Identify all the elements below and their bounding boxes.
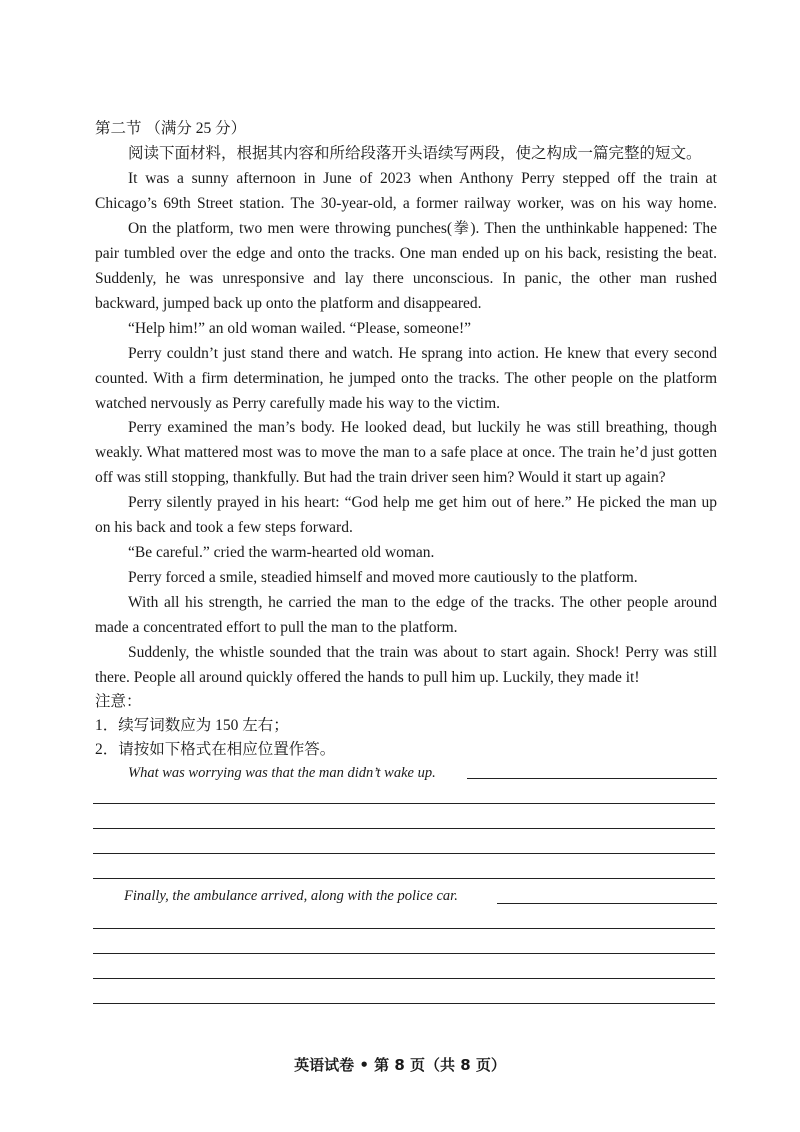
passage-line: Perry couldn’t just stand there and watch. He sprang into action. He knew that every second	[128, 345, 717, 362]
passage-line: With all his strength, he carried the man to the edge of the tracks. The other people around	[128, 594, 717, 611]
writing-line[interactable]	[93, 853, 715, 854]
writing-line[interactable]	[93, 978, 715, 979]
note-item: 2．请按如下格式在相应位置作答。	[95, 741, 336, 758]
passage-line: pair tumbled over the edge and onto the tracks. One man ended up on his back, resisting the beat.	[95, 245, 717, 262]
passage-line: On the platform, two men were throwing punches(拳). Then the unthinkable happened: The	[128, 220, 717, 237]
writing-line[interactable]	[93, 953, 715, 954]
second-paragraph-opener: Finally, the ambulance arrived, along with the police car.	[124, 888, 458, 904]
passage-line: Suddenly, he was unresponsive and lay there unconscious. In panic, the other man rushed	[95, 270, 717, 287]
writing-line[interactable]	[93, 803, 715, 804]
writing-line[interactable]	[93, 928, 715, 929]
first-paragraph-opener: What was worrying was that the man didn’t wake up.	[128, 765, 436, 781]
passage-line: It was a sunny afternoon in June of 2023 when Anthony Perry stepped off the train at	[128, 170, 717, 187]
passage-line: Suddenly, the whistle sounded that the train was about to start again. Shock! Perry was still	[128, 644, 717, 661]
notes-heading: 注意：	[95, 693, 142, 710]
writing-line[interactable]	[93, 828, 715, 829]
passage-line: off was still stopping, thankfully. But had the train driver seen him? Would it start up again?	[95, 469, 666, 486]
instruction-text: 阅读下面材料，根据其内容和所给段落开头语续写两段，使之构成一篇完整的短文。	[128, 145, 702, 162]
passage-line: “Help him!” an old woman wailed. “Please, someone!”	[128, 320, 472, 337]
passage-line: “Be careful.” cried the warm-hearted old woman.	[128, 544, 435, 561]
passage-line: Chicago’s 69th Street station. The 30-year-old, a former railway worker, was on his way home.	[95, 195, 717, 212]
passage-line: there. People all around quickly offered the hands to pull him up. Luckily, they made it!	[95, 669, 640, 686]
page-footer: 英语试卷 • 第 8 页（共 8 页）	[294, 1056, 506, 1074]
writing-line[interactable]	[93, 878, 715, 879]
writing-line[interactable]	[467, 778, 717, 779]
note-item: 1．续写词数应为 150 左右；	[95, 717, 289, 734]
passage-line: made a concentrated effort to pull the man to the platform.	[95, 619, 458, 636]
passage-line: Perry examined the man’s body. He looked dead, but luckily he was still breathing, though	[128, 419, 717, 436]
passage-line: weakly. What mattered most was to move the man to a safe place at once. The train he’d just gotten	[95, 444, 717, 461]
passage-line: watched nervously as Perry carefully made his way to the victim.	[95, 395, 501, 412]
passage-line: Perry silently prayed in his heart: “God help me get him out of here.” He picked the man up	[128, 494, 717, 511]
passage-line: Perry forced a smile, steadied himself and moved more cautiously to the platform.	[128, 569, 638, 586]
writing-line[interactable]	[93, 1003, 715, 1004]
passage-line: backward, jumped back up onto the platform and disappeared.	[95, 295, 482, 312]
section-title: 第二节 （满分 25 分）	[95, 120, 247, 137]
passage-line: counted. With a firm determination, he jumped onto the tracks. The other people on the platform	[95, 370, 717, 387]
writing-line[interactable]	[497, 903, 717, 904]
passage-line: on his back and took a few steps forward.	[95, 519, 353, 536]
